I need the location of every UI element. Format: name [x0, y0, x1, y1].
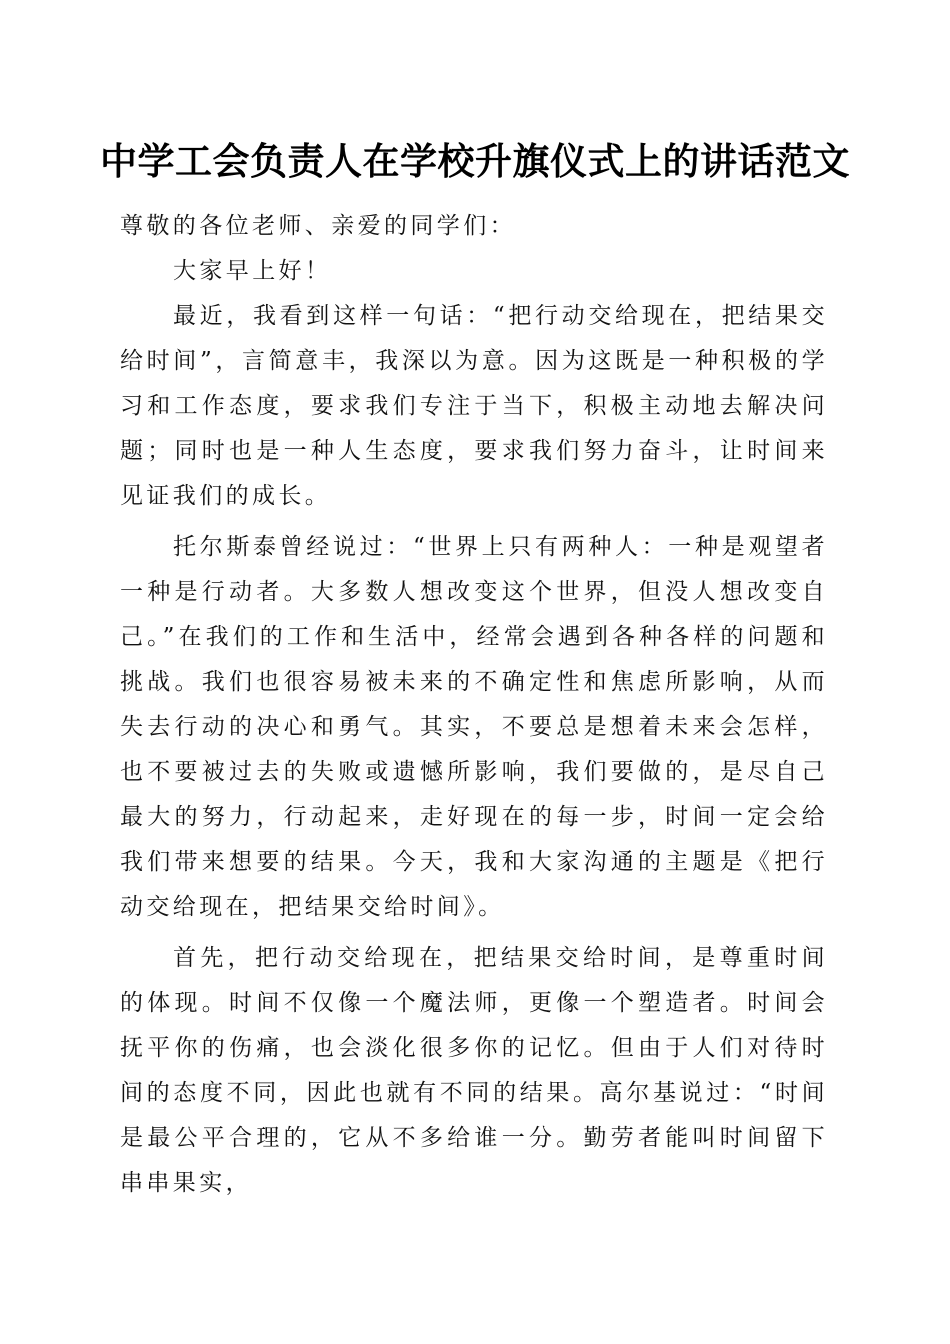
document-title: 中学工会负责人在学校升旗仪式上的讲话范文 — [100, 139, 850, 183]
paragraph-3: 首先，把行动交给现在，把结果交给时间，是尊重时间的体现。时间不仅像一个魔法师，更像一个塑造者。时间会抚平你的伤痛，也会淡化很多你的记忆。但由于人们对待时间的态度不同，因此也就有不同的结果。高尔基说过：“时间是最公平合理的，它从不多给谁一分。勤劳者能叫时间留下串串果实， — [120, 945, 828, 1196]
document-body — [120, 204, 828, 1206]
salutation: 尊敬的各位老师、亲爱的同学们： — [120, 213, 516, 239]
paragraph-2: 托尔斯泰曾经说过：“世界上只有两种人：一种是观望者一种是行动者。大多数人想改变这个世界，但没人想改变自己。”在我们的工作和生活中，经常会遇到各种各样的问题和挑战。我们也很容易被未来的不确定性和焦虑所影响，从而失去行动的决心和勇气。其实，不要总是想着未来会怎样，也不要被过去的失败或遗憾所影响，我们要做的，是尽自己最大的努力，行动起来，走好现在的每一步，时间一定会给我们带来想要的结果。今天，我和大家沟通的主题是《把行动交给现在，把结果交给时间》。 — [120, 534, 828, 920]
greeting: 大家早上好！ — [173, 258, 332, 284]
paragraph-1: 最近，我看到这样一句话：“把行动交给现在，把结果交给时间”，言简意丰，我深以为意。因为这既是一种积极的学习和工作态度，要求我们专注于当下，积极主动地去解决问题；同时也是一种人生态度，要求我们努力奋斗，让时间来见证我们的成长。 — [120, 303, 828, 509]
